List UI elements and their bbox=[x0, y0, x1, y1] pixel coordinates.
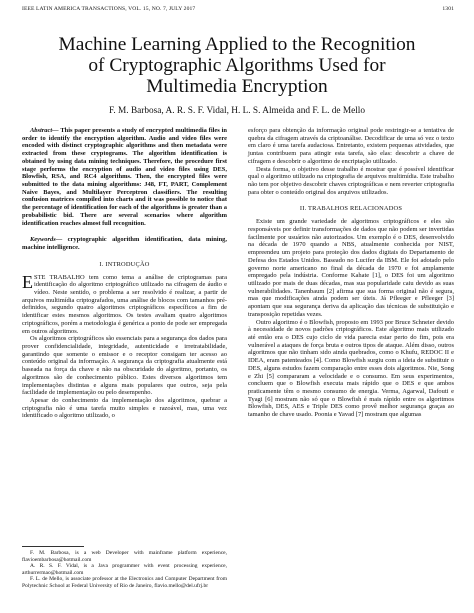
drop-cap: E bbox=[22, 271, 33, 292]
keywords bbox=[22, 236, 227, 251]
intro-paragraph-1-text: tem como tema a análise de criptogramas para identificação do algoritmo criptográfico utilizado na cifragem de áudio e vídeo. Neste sentido, o problema a ser resolvido é realizar, a partir de arquivos multimídia criptografados, uma análise de blocos com tamanhos pré-definidos, segundo quatro algoritmos criptográficos específicos a fim de identificar estes mesmos algoritmos. Os testes avaliam quatro algoritmos criptográficos, porém a metodologia é genérica a ponto de pode ser empregada em outros algoritmos. bbox=[22, 273, 227, 335]
author-list: F. M. Barbosa, A. R. S. F. Vidal, H. L. S. Almeida and F. L. de Mello bbox=[108, 106, 366, 116]
abstract-lead: Abstract— bbox=[30, 127, 59, 134]
title-line: of Cryptographic Algorithms Used for bbox=[88, 55, 386, 76]
abstract-text: This paper presents a study of encrypted multimedia files in order to identify the encryption algorithm. Audio and video files were encoded with distinct cryptographic algorithms and then metadata were extracted from these cryptograms. The algorithm identification is obtained by using data mining techniques. Therefore, the procedure first stage performs the encryption of audio and video files using DES, Blowfish, RSA, and RC4 algorithms. Then, the encrypted files were submitted to the data mining algorithms: J48, FT, PART, Complement Naive Bayes, and Multilayer Perceptron classifiers. The resulting confusion matrices compiled into charts and it was possible to notice that the percentage of identification for each of the algorithms is greater than a probabilistic bid. There are several scenarios where algorithm identification reaches almost full recognition. bbox=[22, 127, 227, 227]
intro-paragraph-5: Desta forma, o objetivo desse trabalho é mostrar que é possível identificar qual o algoritmo utilizado na criptografia de arquivos multimídia. Este trabalho não tem por objetivo descobrir chaves criptográficas e nem reverter criptografia para obter o conteúdo original dos arquivos utilizados. bbox=[248, 165, 454, 196]
related-paragraph-1: Existe um grande variedade de algoritmos criptográficos e eles são responsáveis por definir transformações de dados que não podem ser invertidas facilmente por usuários não autorizados. Um exemplo é o DES, desenvolvido na década de 1970 quando a NBS, atualmente conhecida por NIST, empreendeu um projeto para proteção dos dados digitais do Departamento de Defesa dos Estados Unidos. Baseado no Lucifer da IBM. Ele foi adotado pelo governo norte americano no final da década de 1970 e foi amplamente empregado pela indústria. Conforme Kahate [1], o DES foi um algoritmo utilizado por mais de duas décadas, mas sua popularidade caiu devido as suas vulnerabilidades. Tanenbaum [2] afirma que sua forma original não é segura, mas que modificações ainda podem ser úteis. Já Pfleeger e Pfleeger [3] apontam que sua segurança deriva da aplicação das técnicas de substituição e transposição repetidas vezes. bbox=[248, 218, 454, 318]
title-line: Multimedia Encryption bbox=[146, 76, 328, 97]
intro-paragraph-4: esforço para obtenção da informação original pode restringir-se a tentativa de quebra da cifragem através da criptoanálise. Decodificar de uma só vez o texto em claro é uma tarefa audaciosa. Entretanto, existem pequenas atividades, que juntas contribuem para atingir esta tarefa, são elas: descobrir a chave de cifragem e descobrir o algoritmo de encriptação utilizado. bbox=[248, 127, 454, 165]
intro-paragraph-2: Os algoritmos criptográficos são essenciais para a segurança dos dados para prover confidencialidade, integridade, autenticidade e irretratabilidade, garantindo que somente o emissor e o receptor consigam ter acesso ao conteúdo original da informação. A segurança da criptografia atualmente está baseada na força da chave e não na obscuridade do algoritmo, portanto, os algoritmos são de conhecimento público. Estes diversos algoritmos tem implementações distintas e alguns mais populares que outros, seja pela facilidade de implementação ou pelo desempenho. bbox=[22, 335, 227, 397]
journal-name: IEEE LATIN AMERICA TRANSACTIONS, VOL. 15, NO. 7, JULY 2017 bbox=[22, 6, 196, 12]
left-column bbox=[22, 127, 227, 420]
section-heading-related-work: II. TRABALHOS RELACIONADOS bbox=[299, 205, 403, 213]
related-paragraph-2: Outro algoritmo é o Blowfish, proposto em 1993 por Bruce Schneier devido à necessidade de novos padrões criptográficos. Este algoritmo mais utilizado até então era o DES cujo ciclo de vida parecia estar perto do fim, pois era vulnerável a ataques de força bruta e outros tipos de ataque. Além disso, outros algoritmos que não tinham sido ainda quebrados, como o Khufu, REDOC II e IDEA, eram patenteados [4]. Como Blowfish surgiu com a ideia de substituir o DES, alguns estudos fazem comparação entre esses dois algoritmos. Nie, Song e Zhi [5] compararam a velocidade e o consumo. Em seus experimentos, concluem que o Blowfish executa mais rápido que o DES e que ambos praticamente têm o mesmo consumo de energia. Verma, Agarwal, Dafouti e Tyagi [6] mostram não só que o Blowfish é mais rápido entre os algoritmos Blowfish, DES, AES e Triple DES como provê melhor segurança graças ao tamanho de chave usado. Poonia e Yavad [7] mostram que algumas bbox=[248, 318, 454, 419]
abstract bbox=[22, 127, 227, 227]
footnotes bbox=[22, 550, 227, 590]
footnote-divider bbox=[22, 546, 84, 547]
paper-title bbox=[20, 34, 454, 97]
footnote: A. R. S. F. Vidal, is a Java programmer with event processing experience, arthurrermao@hotmail.com bbox=[22, 563, 227, 576]
intro-paragraph-1 bbox=[22, 271, 227, 336]
footnote: F. M. Barbosa, is a web Developer with mainframe platform experience, flavioembarbosa@hotmail.com bbox=[22, 550, 227, 563]
page-number: 1301 bbox=[442, 6, 454, 12]
title-line: Machine Learning Applied to the Recognition bbox=[58, 34, 416, 55]
keywords-lead: Keywords— bbox=[30, 236, 63, 244]
running-header bbox=[22, 6, 454, 12]
intro-paragraph-3: Apesar do conhecimento da implementação dos algoritmos, quebrar a criptografia não é uma tarefa muito simples e razoável, mas, uma vez identificado o algoritmo utilizado, o bbox=[22, 397, 227, 420]
keywords-text: cryptographic algorithm identification, data mining, machine intelligence. bbox=[22, 236, 227, 252]
intro-first-word: STE TRABALHO bbox=[34, 273, 85, 281]
right-column bbox=[248, 127, 454, 419]
section-heading-introduction: I. INTRODUÇÃO bbox=[99, 260, 150, 268]
footnote: F. L. de Mello, is associate professor at the Electronics and Computer Department from Polytechnic School at Federal University of Rio de Janeiro, flavio.mello@del.ufrj.br bbox=[22, 576, 227, 589]
